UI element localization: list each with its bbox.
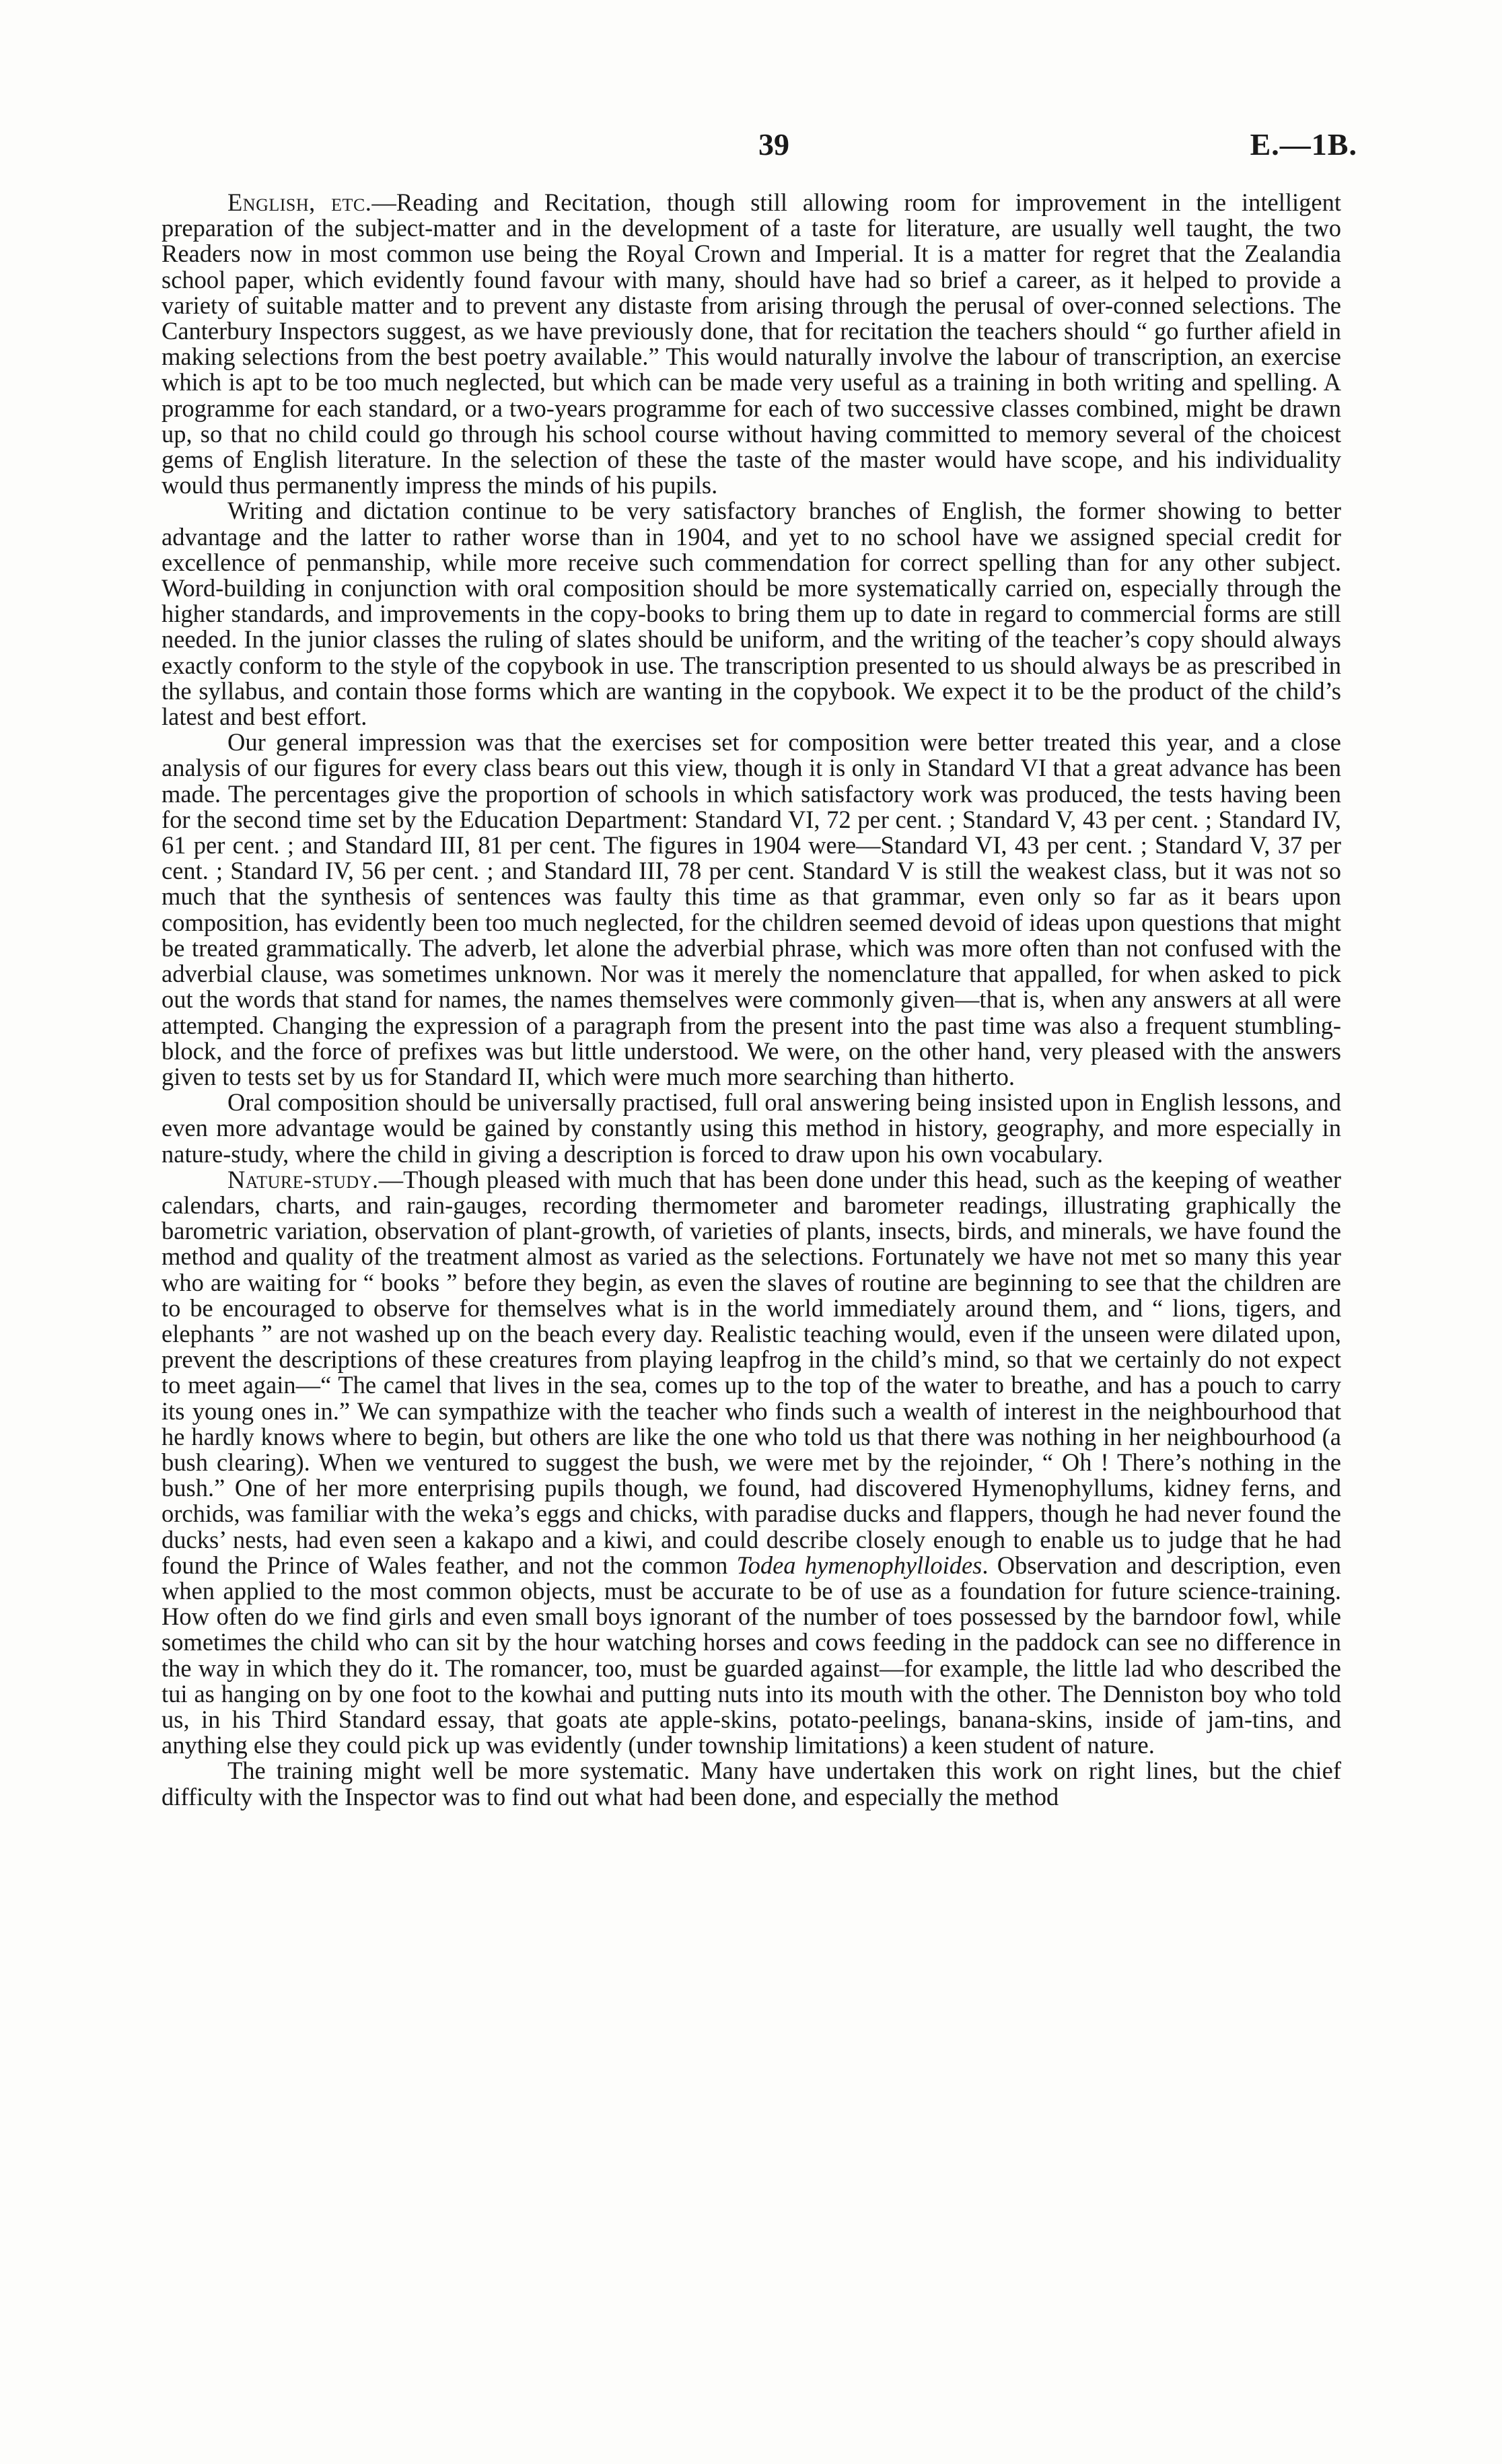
- paragraph-text: Our general impression was that the exercises set for composition were better treated this year, and a close analysis of our figures for every class bears out this view, though it is only in Standard VI that a great advance has been made. The percentages give the proportion of schools in which satisfactory work was produced, the tests having been for the second time set by the Education Department: Standard VI, 72 per cent. ; Standard V, 43 per cent. ; Standard IV, 61 per cent. ; and Standard III, 81 per cent. The figures in 1904 were—Standard VI, 43 per cent. ; Standard V, 37 per cent. ; Standard IV, 56 per cent. ; and Standard III, 78 per cent. Standard V is still the weakest class, but it was not so much that the synthesis of sentences was faulty this time as that grammar, even only so far as it bears upon composition, has evidently been too much neglected, for the children seemed devoid of ideas upon questions that might be treated grammatically. The adverb, let alone the adverbial phrase, which was more often than not confused with the adverbial clause, was sometimes unknown. Nor was it merely the nomenclature that appalled, for when asked to pick out the words that stand for names, the names themselves were commonly given—that is, when any answers at all were attempted. Changing the expression of a paragraph from the present into the past time was also a frequent stumbling-block, and the force of prefixes was but little understood. We were, on the other hand, very pleased with the answers given to tests set by us for Standard II, which were much more searching than hitherto.: [162, 728, 1341, 1090]
- document-code: E.—1B.: [1250, 127, 1357, 162]
- paragraph-nature-study: [162, 1167, 1341, 1759]
- page-number: 39: [758, 127, 789, 162]
- paragraph-text-continued: . Observation and description, even when applied to the most common objects, must be accurate to be of use as a foundation for future science-training. How often do we find girls and even small boys ignorant of the number of toes possessed by the barndoor fowl, while sometimes the child who can sit by the hour watching horses and cows feeding in the paddock can see no difference in the way in which they do it. The romancer, too, must be guarded against—for example, the little lad who described the tui as hanging on by one foot to the kowhai and putting nuts into its mouth with the other. The Denniston boy who told us, in his Third Standard essay, that goats ate apple-skins, potato-peelings, banana-skins, inside of jam-tins, and anything else they could pick up was evidently (under township limitations) a keen student of nature.: [162, 1551, 1342, 1759]
- paragraph-english: [162, 190, 1341, 498]
- paragraph-writing-dictation: [162, 498, 1341, 730]
- paragraph-composition: [162, 730, 1341, 1090]
- page-header: [0, 127, 1502, 174]
- body-text: [162, 190, 1341, 1810]
- paragraph-text: Writing and dictation continue to be very satisfactory branches of English, the former showing to better advantage and the latter to rather worse than in 1904, and yet to no school have we assigned special credit for excellence of penmanship, while more receive such commendation for correct spelling than for any other subject. Word-building in conjunction with oral composition should be more systematically carried on, especially through the higher standards, and improvements in the copy-books to bring them up to date in regard to commercial forms are still needed. In the junior classes the ruling of slates should be uniform, and the writing of the teacher’s copy should always exactly conform to the style of the copybook in use. The transcription presented to us should always be as prescribed in the syllabus, and contain those forms which are wanting in the copybook. We expect it to be the product of the child’s latest and best effort.: [162, 497, 1341, 731]
- paragraph-text: The training might well be more systematic. Many have undertaken this work on right lines, but the chief difficulty with the Inspector was to find out what had been done, and especially the method: [162, 1757, 1341, 1810]
- species-name: Todea hymenophylloides: [736, 1551, 982, 1579]
- paragraph-training: [162, 1758, 1341, 1809]
- paragraph-text: —Though pleased with much that has been done under this head, such as the keeping of weather calendars, charts, and rain-gauges, recording thermometer and barometer readings, illustrating graphically the barometric variation, observation of plant-growth, of varieties of plants, insects, birds, and minerals, we have found the method and quality of the treatment almost as varied as the selections. Fortunately we have not met so many this year who are waiting for “ books ” before they begin, as even the slaves of routine are beginning to see that the children are to be encouraged to observe for themselves what is in the world immediately around them, and “ lions, tigers, and elephants ” are not washed up on the beach every day. Realistic teaching would, even if the unseen were dilated upon, prevent the descriptions of these creatures from playing leapfrog in the child’s mind, so that we certainly do not expect to meet again—“ The camel that lives in the sea, comes up to the top of the water to breathe, and has a pouch to carry its young ones in.” We can sympathize with the teacher who finds such a wealth of interest in the neighbourhood that he hardly knows where to begin, but others are like the one who told us that there was nothing in her neighbourhood (a bush clearing). When we ventured to suggest the bush, we were met by the rejoinder, “ Oh ! There’s nothing in the bush.” One of her more enterprising pupils though, we found, had discovered Hymenophyllums, kidney ferns, and orchids, was familiar with the weka’s eggs and chicks, with paradise ducks and flappers, though he had never found the ducks’ nests, had even seen a kakapo and a kiwi, and could describe closely enough to enable us to judge that he had found the Prince of Wales feather, and not the common: [162, 1165, 1341, 1579]
- section-heading-nature-study: Nature-study.: [227, 1165, 379, 1193]
- paragraph-text: —Reading and Recitation, though still allowing room for improvement in the intelligent preparation of the subject-matter and in the development of a taste for literature, are usually well taught, the two Readers now in most common use being the Royal Crown and Imperial. It is a matter for regret that the Zealandia school paper, which evidently found favour with many, should have had so brief a career, as it helped to provide a variety of suitable matter and to prevent any distaste from arising through the perusal of over-conned selections. The Canterbury Inspectors suggest, as we have previously done, that for recitation the teachers should “ go further afield in making selections from the best poetry available.” This would naturally involve the labour of transcription, an exercise which is apt to be too much neglected, but which can be made very useful as a training in both writing and spelling. A programme for each standard, or a two-years programme for each of two successive classes combined, might be drawn up, so that no child could go through his school course without having committed to memory several of the choicest gems of English literature. In the selection of these the taste of the master would have scope, and his individuality would thus permanently impress the minds of his pupils.: [162, 188, 1341, 499]
- section-heading-english: English, etc.: [227, 188, 372, 216]
- paragraph-oral-composition: [162, 1090, 1341, 1167]
- paragraph-text: Oral composition should be universally practised, full oral answering being insisted upon in English lessons, and even more advantage would be gained by constantly using this method in history, geography, and more especially in nature-study, where the child in giving a description is forced to draw upon his own vocabulary.: [162, 1088, 1341, 1168]
